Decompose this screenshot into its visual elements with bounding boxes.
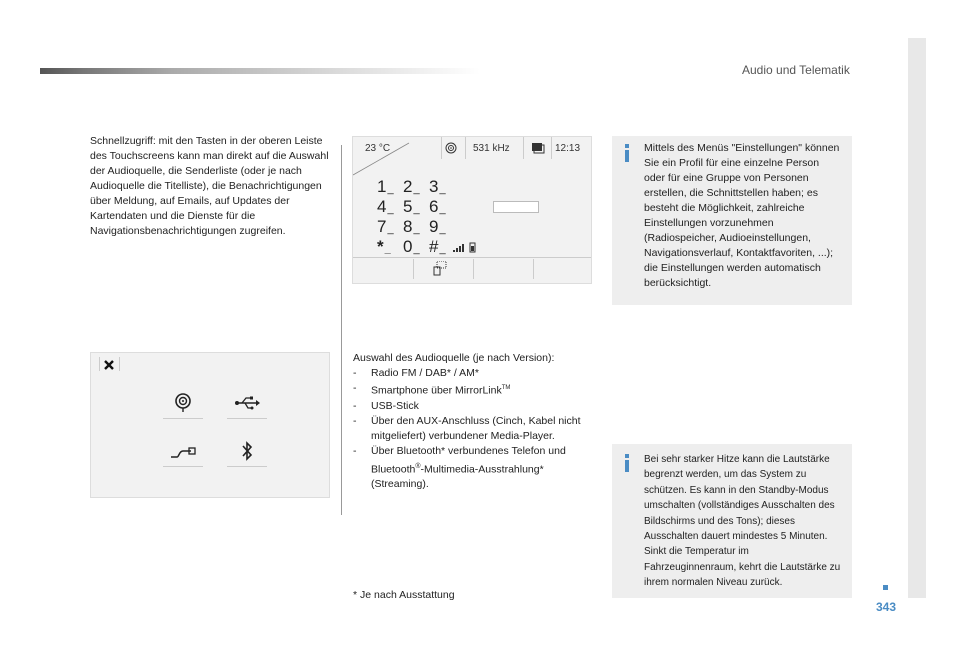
info-text: Bei sehr starker Hitze kann die Lautstärke begrenzt werden, um das System zu schützen. Es kann in den Standby-Modus umschalten (vollständiges Ausschalten des Bildschirms und des Tons); dieses Ausschalten dauert mindestes 5 Minuten. Sinkt die Temperatur im Fahrzeuginnenraum, kehrt die Lautstärke zu ihrem normalen Niveau zurück. (644, 454, 841, 589)
bluetooth-icon (241, 441, 253, 461)
key-star[interactable]: * _ (377, 237, 403, 257)
close-icon[interactable] (103, 359, 115, 371)
aux-cable-icon (169, 443, 197, 459)
key-1[interactable]: 1 _ (377, 177, 403, 197)
key-7[interactable]: 7 _ (377, 217, 403, 237)
quick-access-text: Schnellzugriff: mit den Tasten in der oberen Leiste des Touchscreens kann man direkt auf die Auswahl der Audioquelle, die Senderliste (oder je nach Audioquelle die Titelliste), die Benachrichtigungen über Meldung, auf Emails, auf Updates der Kartendaten und die Dienste für die Navigationsbenachrichtigungen zugreifen. (90, 135, 329, 237)
source-list-intro: Auswahl des Audioquelle (je nach Version): (353, 352, 555, 364)
settings-icon[interactable] (433, 261, 447, 277)
page-marker (883, 585, 888, 590)
list-item: - Radio FM / DAB* / AM* (353, 367, 479, 379)
temperature-readout: 23 °C (365, 143, 391, 154)
key-9[interactable]: 9 _ (429, 217, 455, 237)
key-hash[interactable]: # _ (429, 237, 455, 257)
corner-diagonal (353, 137, 413, 177)
header-title: Audio und Telematik (742, 63, 850, 77)
dial-number-field[interactable] (493, 201, 539, 213)
info-icon (622, 454, 632, 472)
key-2[interactable]: 2 _ (403, 177, 429, 197)
list-item: - Smartphone über MirrorLink™ (353, 382, 511, 397)
clock-readout: 12:13 (555, 143, 581, 154)
key-3[interactable]: 3 _ (429, 177, 455, 197)
frequency-readout: 531 kHz (473, 143, 510, 154)
info-text: Mittels des Menüs "Einstellungen" können Sie ein Profil für eine einzelne Person oder für eine Gruppe von Personen erstellen, die Schnittstellen haben; es besteht die Möglichkeit, zahlreiche Einstellungen vorzunehmen (Radiospeicher, Audioeinstellungen, Navigationsverlauf, Kontaktfavoriten, ...); die Einstellungen werden automatisch berücksichtigt. (644, 142, 840, 289)
list-item: - USB-Stick (353, 399, 419, 412)
info-icon (622, 144, 632, 162)
source-aux[interactable] (163, 437, 203, 467)
page-sidebar (908, 38, 926, 598)
message-icon[interactable] (531, 142, 545, 157)
header-gradient-bar (40, 68, 480, 74)
info-box-settings (612, 136, 852, 305)
usb-icon (234, 396, 260, 410)
key-8[interactable]: 8 _ (403, 217, 429, 237)
audio-source-list (353, 351, 593, 492)
source-bluetooth[interactable] (227, 437, 267, 467)
radio-icon[interactable] (445, 142, 457, 157)
page-number: 343 (876, 600, 897, 614)
radio-icon (175, 393, 191, 413)
touchscreen-source-selection (90, 352, 330, 498)
info-box-heat (612, 444, 852, 598)
list-item: - Über den AUX-Anschluss (Cinch, Kabel nicht mitgeliefert) verbundener Media-Player. (353, 414, 581, 442)
touchscreen-phone-view (352, 136, 592, 284)
key-5[interactable]: 5 _ (403, 197, 429, 217)
key-4[interactable]: 4 _ (377, 197, 403, 217)
divider-line (341, 145, 342, 515)
list-item: - Über Bluetooth* verbundenes Telefon und Bluetooth®-Multimedia-Ausstrahlung* (Streaming). (353, 444, 566, 490)
source-usb[interactable] (227, 389, 267, 419)
signal-icon (453, 241, 479, 253)
key-0[interactable]: 0 _ (403, 237, 429, 257)
key-6[interactable]: 6 _ (429, 197, 455, 217)
footnote: * Je nach Ausstattung (353, 589, 455, 601)
source-radio[interactable] (163, 389, 203, 419)
